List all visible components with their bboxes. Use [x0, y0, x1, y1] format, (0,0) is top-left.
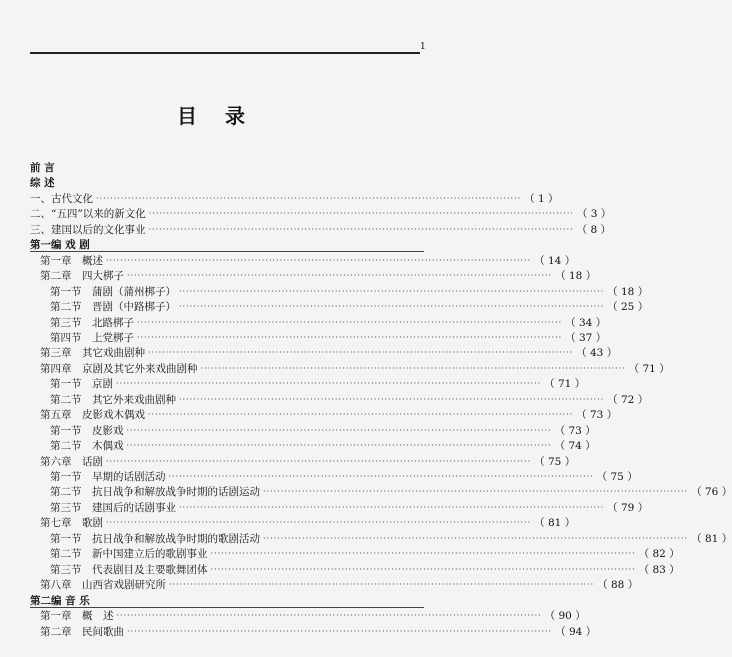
- dot-leader: ························································································································: [106, 518, 532, 528]
- toc-entry: [40, 268, 597, 284]
- toc-entry-page: （ 90 ）: [544, 610, 586, 623]
- toc-entry: [30, 222, 612, 238]
- toc-entry-label: 第五章 皮影戏木偶戏: [40, 409, 145, 422]
- toc-entry-label: 第二节 其它外来戏曲剧种: [50, 393, 176, 406]
- toc-entry: [50, 376, 586, 392]
- dot-leader: ························································································································: [210, 549, 636, 559]
- toc-entry-page: （ 74 ）: [554, 440, 596, 453]
- dot-leader: ························································································································: [148, 224, 574, 234]
- toc-entry: [50, 562, 680, 578]
- dot-leader: ························································································································: [179, 502, 605, 512]
- toc-entry: [50, 484, 732, 500]
- toc-entry-page: （ 25 ）: [607, 301, 649, 314]
- toc-entry-page: （ 18 ）: [555, 270, 597, 283]
- toc-entry-label: 一、古代文化: [30, 192, 93, 205]
- dot-leader: ························································································································: [179, 286, 605, 296]
- dot-leader: ························································································································: [137, 332, 563, 342]
- toc-entry: [50, 531, 732, 547]
- dot-leader: ························································································································: [168, 472, 594, 481]
- toc-entry: [50, 392, 649, 408]
- toc-entry: [50, 423, 596, 439]
- toc-entry-page: （ 71 ）: [544, 378, 586, 391]
- toc-entry-label: 第二节 木偶戏: [50, 440, 124, 453]
- toc-entry-label: 第一节 抗日战争和解放战争时期的歌剧活动: [50, 532, 260, 545]
- toc-entry-page: （ 37 ）: [565, 331, 607, 344]
- dot-leader: ························································································································: [126, 425, 552, 435]
- toc-entry-page: （ 73 ）: [576, 409, 618, 422]
- toc-entry-page: （ 83 ）: [638, 563, 680, 576]
- toc-entry: [30, 191, 559, 207]
- toc-entry: [50, 546, 680, 562]
- toc-entry-page: （ 3 ）: [576, 208, 612, 221]
- toc-entry-page: （ 76 ）: [691, 486, 732, 499]
- dot-leader: ························································································································: [148, 209, 574, 219]
- toc-entry-label: 第二章 民间歌曲: [40, 625, 124, 638]
- toc-entry-label: 前 言: [30, 162, 55, 174]
- dot-leader: ························································································································: [127, 271, 553, 281]
- toc-entry-label: 第三节 代表剧目及主要歌舞团体: [50, 563, 208, 576]
- dot-leader: ························································································································: [116, 611, 542, 621]
- dot-leader: ························································································································: [263, 533, 689, 543]
- toc-entry-label: 第八章 山西省戏剧研究所: [40, 579, 166, 592]
- toc-entry-page: （ 18 ）: [607, 285, 649, 298]
- toc-entry: [40, 454, 576, 470]
- toc-entry-page: （ 79 ）: [607, 501, 649, 514]
- toc-entry-page: （ 73 ）: [554, 424, 596, 437]
- toc-entry-label: 第一章 概 述: [40, 610, 114, 623]
- dot-leader: ························································································································: [179, 302, 605, 312]
- toc-entry: [50, 438, 596, 454]
- toc-entry: [40, 577, 639, 593]
- toc-entry-page: （ 1 ）: [524, 192, 559, 205]
- toc-entry-page: （ 71 ）: [628, 362, 670, 375]
- toc-entry-page: （ 75 ）: [534, 455, 576, 468]
- toc-entry-label: 第一节 皮影戏: [50, 424, 124, 437]
- toc-entry-page: （ 72 ）: [607, 393, 649, 406]
- top-rule: [30, 52, 420, 54]
- toc-entry-label: 第一节 早期的话剧活动: [50, 471, 166, 483]
- toc-entry-label: 三、建国以后的文化事业: [30, 223, 146, 236]
- toc-entry-page: （ 88 ）: [597, 579, 639, 592]
- toc-entry: [30, 175, 424, 191]
- toc-entry-label: 综 述: [30, 177, 55, 190]
- toc-entry-page: （ 34 ）: [565, 316, 607, 329]
- toc-entry: [30, 206, 612, 222]
- toc-entry: [50, 330, 607, 346]
- dot-leader: ························································································································: [148, 410, 574, 420]
- toc-entry: [50, 500, 649, 516]
- toc-entry: [40, 624, 597, 640]
- toc-entry-label: 第一节 京剧: [50, 378, 113, 391]
- toc-entry: [40, 515, 576, 531]
- toc-entry-page: （ 43 ）: [576, 347, 618, 360]
- dot-leader: ························································································································: [137, 317, 563, 327]
- toc-entry-label: 第二章 四大梆子: [40, 270, 124, 283]
- toc-entry-label: 第一节 蒲剧（蒲州梆子）: [50, 285, 176, 298]
- toc-entry-label: 第四节 上党梆子: [50, 331, 134, 344]
- toc-entry-label: 第四章 京剧及其它外来戏曲剧种: [40, 362, 198, 375]
- toc-entry-label: 第二节 晋剧（中路梆子）: [50, 301, 176, 314]
- dot-leader: ························································································································: [106, 456, 532, 466]
- dot-leader: ························································································································: [210, 564, 636, 574]
- dot-leader: ························································································································: [179, 394, 605, 404]
- dot-leader: ························································································································: [263, 487, 689, 497]
- toc-entry-label: 二、“五四”以来的新文化: [30, 208, 146, 221]
- toc-entry: [40, 253, 576, 269]
- toc-entry-label: 第二节 抗日战争和解放战争时期的话剧运动: [50, 486, 260, 499]
- toc-entry-page: （ 82 ）: [638, 548, 680, 561]
- dot-leader: ························································································································: [96, 193, 522, 203]
- toc-entry-page: （ 81 ）: [534, 517, 576, 530]
- toc-entry-label: 第二节 新中国建立后的歌剧事业: [50, 548, 208, 561]
- toc-entry-page: （ 14 ）: [534, 254, 576, 267]
- toc-entry-page: （ 81 ）: [691, 532, 732, 545]
- toc-entry: [50, 469, 638, 485]
- page-title: 目录: [177, 104, 273, 128]
- toc-entry-label: 第二编 音 乐: [30, 594, 90, 607]
- toc-entry: [40, 608, 586, 624]
- toc-entry: [50, 299, 649, 315]
- dot-leader: ························································································································: [169, 580, 595, 590]
- dot-leader: ························································································································: [148, 348, 574, 358]
- dot-leader: ························································································································: [126, 441, 552, 451]
- toc-entry: [50, 284, 649, 300]
- toc-entry-page: （ 8 ）: [576, 223, 612, 236]
- toc-entry-label: 第六章 话剧: [40, 455, 103, 468]
- dot-leader: ························································································································: [106, 255, 532, 265]
- toc-entry: [40, 407, 618, 423]
- dot-leader: ························································································································: [200, 363, 626, 373]
- toc-entry-page: （ 75 ）: [596, 471, 638, 483]
- toc-entry-label: 第一编 戏 剧: [30, 239, 90, 252]
- dot-leader: ························································································································: [127, 626, 553, 636]
- toc-entry-label: 第三节 北路梆子: [50, 316, 134, 329]
- toc-entry-label: 第七章 歌剧: [40, 517, 103, 530]
- toc-entry: [40, 361, 670, 377]
- toc-entry: [30, 160, 424, 176]
- toc-entry-label: 第三节 建国后的话剧事业: [50, 501, 176, 514]
- toc-entry-page: （ 94 ）: [555, 625, 597, 638]
- dot-leader: ························································································································: [116, 379, 542, 389]
- page-number: 1: [420, 42, 426, 52]
- toc-entry: [50, 315, 607, 331]
- toc-entry-label: 第三章 其它戏曲剧种: [40, 347, 145, 360]
- toc-entry-label: 第一章 概述: [40, 254, 103, 267]
- toc-entry: [40, 345, 618, 361]
